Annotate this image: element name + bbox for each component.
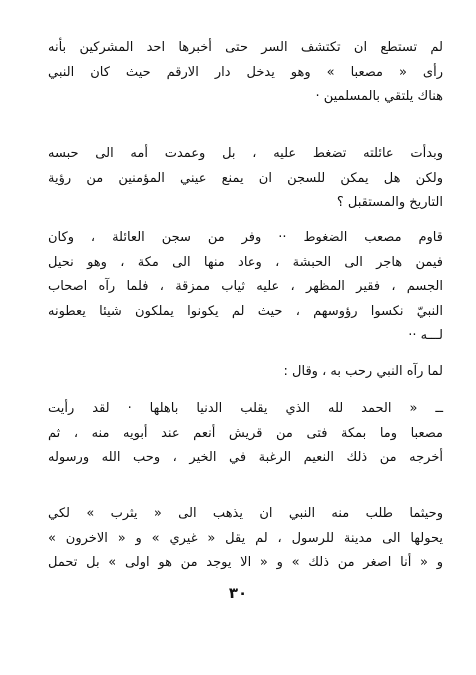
paragraph-3 (48, 226, 443, 349)
text-line: النبيّ نكسوا رؤوسهم ، حيث لم يكونوا يملكون شيئا يعطونه (48, 303, 443, 319)
text-line: وحيثما طلب منه النبي ان يذهب الى « يثرب » لكي (48, 506, 443, 521)
paragraph-2 (48, 142, 443, 216)
text-line: ولكن هل يمكن للسجن ان يمنع عيني المؤمنين من رؤية (48, 170, 443, 186)
text-line: لـــه ·· (408, 328, 443, 343)
text-line: هناك يلتقي بالمسلمين · (315, 89, 443, 104)
text-line: وبدأت عائلته تضغط عليه ، بل وعمدت أمه الى حبسه (48, 146, 443, 161)
text-line: رأى « مصعبا » وهو يدخل دار الارقم حيث كان النبي (48, 64, 443, 80)
text-line: أخرجه من ذلك النعيم الرغبة في الخير ، وحب الله ورسوله (48, 450, 443, 465)
paragraph-5 (48, 397, 443, 471)
page-number: ٣٠ (228, 584, 248, 602)
text-line: التاريخ والمستقبل ؟ (336, 195, 443, 210)
text-line: يحولها الى مدينة للرسول ، لم يقل « غيري » و « الاخرون » (48, 530, 443, 546)
text-line: مصعبا وما بمكة فتى من قريش أنعم عند أبويه منه ، ثم (48, 425, 443, 441)
text-line: و « أنا اصغر من ذلك » و « الا يوجد من هو اولى » بل تحمل (48, 555, 443, 570)
text-line: لما رآه النبي رحب به ، وقال : (283, 364, 443, 379)
paragraph-4 (48, 360, 443, 385)
paragraph-1 (48, 36, 443, 110)
text-line: الجسم ، فقير المظهر ، عليه ثياب ممزقة ، فلما رآه اصحاب (48, 279, 443, 294)
paragraph-6 (48, 502, 443, 576)
text-line: ــ « الحمد لله الذي يقلب الدنيا باهلها · لقد رأيت (48, 401, 443, 416)
text-line: قاوم مصعب الضغوط ·· وفر من سجن العائلة ، وكان (48, 230, 443, 245)
text-line: فيمن هاجر الى الحبشة ، وعاد منها الى مكة ، وهو نحيل (48, 254, 443, 270)
text-line: لم تستطع ان تكتشف السر حتى أخبرها احد المشركين بأنه (48, 40, 443, 55)
